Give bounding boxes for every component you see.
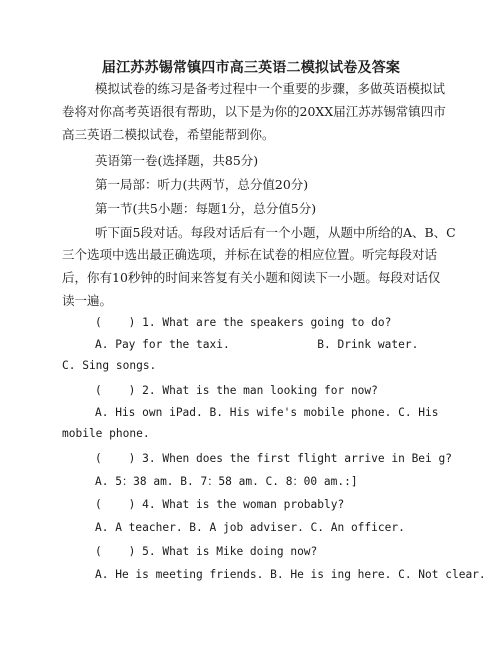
question-1-options-cont: C. Sing songs. — [62, 359, 157, 372]
section-volume: 英语第一卷(选择题，共85分) — [95, 153, 259, 168]
instruction-line-2: 三个选项中选出最正确选项，并标在试卷的相应位置。听完每段对话 — [62, 247, 438, 262]
question-2-options-cont: mobile phone. — [62, 427, 150, 440]
instruction-line-4: 读一遍。 — [62, 293, 113, 308]
question-2-options: A. His own iPad. B. His wife's mobile phone. C. His — [95, 406, 439, 419]
instruction-line-3: 后，你有10秒钟的时间来答复有关小题和阅读下一小题。每段对话仅 — [62, 270, 441, 285]
question-5-options: A. He is meeting friends. B. He is ing here. C. Not clear. — [95, 568, 486, 581]
question-1-options: A. Pay for the taxi. B. Drink water. — [95, 338, 419, 351]
question-1: ( ) 1. What are the speakers going to do? — [95, 316, 392, 329]
section-part: 第一局部：听力(共两节，总分值20分) — [95, 177, 309, 192]
question-4-options: A. A teacher. B. A job adviser. C. An officer. — [95, 521, 405, 534]
question-5: ( ) 5. What is Mike doing now? — [95, 545, 318, 558]
intro-line-2: 卷将对你高考英语很有帮助，以下是为你的20XX届江苏苏锡常镇四市 — [62, 104, 446, 119]
question-4: ( ) 4. What is the woman probably? — [95, 498, 345, 511]
question-3-options: A. 5：38 am. B. 7：58 am. C. 8：00 am.:] — [95, 475, 358, 488]
question-3: ( ) 3. When does the first flight arrive in Bei g? — [95, 452, 452, 465]
document-title: 届江苏苏锡常镇四市高三英语二模拟试卷及答案 — [101, 60, 401, 76]
instruction-line-1: 听下面5段对话。每段对话后有一个小题，从题中所给的A、B、C — [95, 225, 456, 240]
section-sub: 第一节(共5小题：每题1分，总分值5分) — [95, 201, 317, 216]
question-2: ( ) 2. What is the man looking for now? — [95, 384, 378, 397]
intro-line-1: 模拟试卷的练习是备考过程中一个重要的步骤，多做英语模拟试 — [95, 81, 446, 96]
intro-line-3: 高三英语二模拟试卷，希望能帮到你。 — [62, 127, 275, 142]
